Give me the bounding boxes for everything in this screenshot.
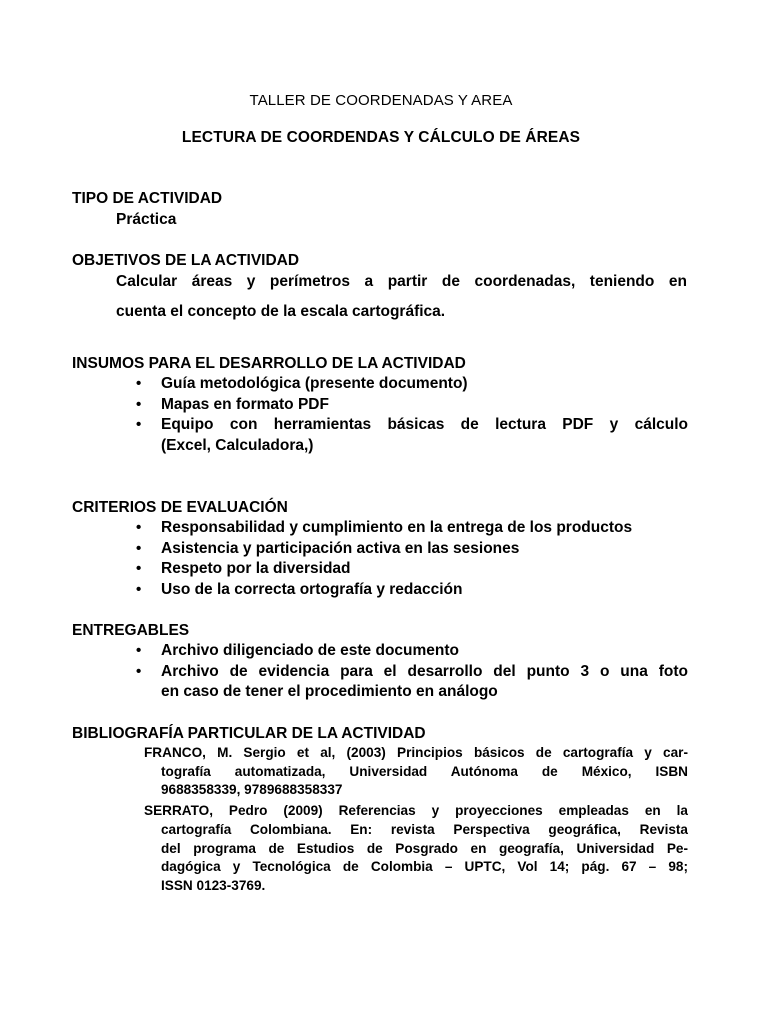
entregables-heading: ENTREGABLES [72,622,190,639]
tipo-value: Práctica [116,211,177,228]
bullet-icon: • [136,560,142,578]
bullet-icon: • [136,375,142,392]
entregables-list [136,641,688,703]
bullet-icon: • [136,395,142,413]
objetivos-paragraph [116,272,687,322]
insumos-heading: INSUMOS PARA EL DESARROLLO DE LA ACTIVIDAD [72,355,466,372]
list-item: • Guía metodológica (presente documento) [136,374,688,395]
list-item: • Archivo diligenciado de este documento [136,641,688,662]
bullet-icon: • [136,662,142,680]
bibliografia-entry-serrato: SERRATO, Pedro (2009) Referencias y proyecciones empleadas en la cartografía Colombiana. En: revista Perspectiva geográfica, Revista del programa de Estudios de Posgrado en geografía, Universidad Pe- dagógica y Tecnológica de Colombia – UPTC, Vol 14; pág. 67 – 98; ISSN 0123-3769. [144,803,688,893]
objetivos-line-1: Calcular áreas y perímetros a partir de coordenadas, teniendo en [116,273,687,290]
bullet-icon: • [136,581,142,599]
bullet-icon: • [136,416,142,434]
list-item: • Responsabilidad y cumplimiento en la entrega de los productos [136,518,688,539]
bullet-icon: • [136,519,142,536]
bullet-icon: • [136,642,142,659]
objetivos-heading: OBJETIVOS DE LA ACTIVIDAD [72,252,300,269]
bibliografia-list [144,744,688,896]
list-item: • Archivo de evidencia para el desarrollo del punto 3 o una foto en caso de tener el procedimiento en análogo [136,662,688,701]
list-item: • Respeto por la diversidad [136,559,688,580]
bullet-icon: • [136,539,142,557]
document-subtitle: LECTURA DE COORDENDAS Y CÁLCULO DE ÁREAS [181,129,581,146]
document-title: TALLER DE COORDENADAS Y AREA [249,92,513,109]
criterios-heading: CRITERIOS DE EVALUACIÓN [72,499,288,516]
criterios-list [136,518,688,601]
insumos-list [136,374,688,457]
list-item: • Mapas en formato PDF [136,395,688,416]
list-item: • Uso de la correcta ortografía y redacción [136,580,688,601]
list-item: • Equipo con herramientas básicas de lectura PDF y cálculo (Excel, Calculadora,) [136,416,688,455]
bibliografia-heading: BIBLIOGRAFÍA PARTICULAR DE LA ACTIVIDAD [72,725,426,742]
tipo-heading: TIPO DE ACTIVIDAD [72,190,223,207]
bibliografia-entry-franco: FRANCO, M. Sergio et al, (2003) Principios básicos de cartografía y car- tografía automatizada, Universidad Autónoma de México, ISBN 9688358339, 9789688358337 [144,745,688,798]
list-item: • Asistencia y participación activa en las sesiones [136,539,688,560]
objetivos-line-2: cuenta el concepto de la escala cartográfica. [116,303,446,320]
